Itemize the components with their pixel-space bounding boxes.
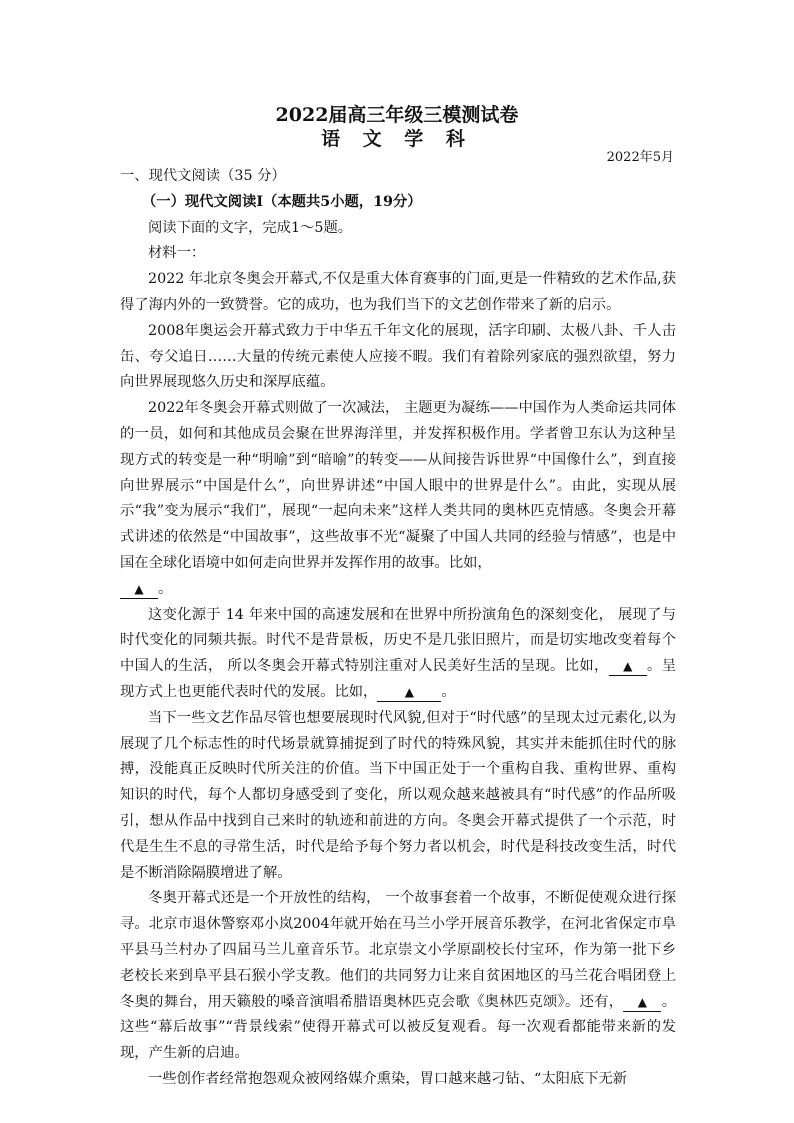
material-label: 材料一： xyxy=(148,245,206,262)
paragraph-6-text-a: 冬奥开幕式还是一个开放性的结构， 一个故事套着一个故事，不断促使观众进行探寻。北京市退休警察邓小岚2004年就开始在马兰小学开展音乐教学，在河北省保定市阜平县马兰村办了四届马兰儿童音乐节。北京崇文小学原副校长付宝环，作为第一批下乡老校长来到阜平县石猴小学支教。他们的共同努力让来自贫困地区的马兰花合唱团登上冬奥的舞台，用天籁般的嗓音演唱希腊语奥林匹克会歌《奥林匹克颂》。还有， xyxy=(120,890,676,1010)
paragraph-1: 2022 年北京冬奥会开幕式,不仅是重大体育赛事的门面,更是一件精致的艺术作品,获得了海内外的一致赞誉。它的成功，也为我们当下的文艺创作带来了新的启示。 xyxy=(120,271,676,313)
exam-title: 2022届高三年级三模测试卷 xyxy=(275,104,519,126)
paragraph-4 xyxy=(120,603,676,706)
paragraph-3-text: 2022年冬奥会开幕式则做了一次减法， 主题更为凝练——中国作为人类命运共同体的一员，如何和其他成员会聚在世界海洋里，并发挥积极作用。学者曾卫东认为这种呈现方式的转变是一种“明喻”到“暗喻”的转变——从间接告诉世界“中国像什么”，到直接向世界展示“中国是什么”，向世界讲述“中国人眼中的世界是什么”。由此，实现从展示“我”变为展示“我们”，展现“一起向未来”这样人类共同的奥林匹克情感。冬奥会开幕式讲述的依然是“中国故事”，这些故事不光“凝聚了中国人共同的经验与情感”，也是中国在全球化语境中如何走向世界并发挥作用的故事。比如， xyxy=(120,400,676,571)
blank-triangle-icon: ▲ xyxy=(134,581,144,596)
answer-blank xyxy=(377,683,441,702)
blank-triangle-icon: ▲ xyxy=(404,684,414,699)
blank-triangle-icon: ▲ xyxy=(623,659,633,674)
answer-blank xyxy=(623,993,661,1012)
subject-title: 语 文 学 科 xyxy=(321,128,473,150)
answer-blank xyxy=(609,657,647,676)
subsection-heading: （一）现代文阅读Ⅰ（本题共5小题，19分） xyxy=(142,193,422,210)
paragraph-3-end: 。 xyxy=(158,580,173,597)
paragraph-6-text-b: 。这些“幕后故事”“背景线索”使得开幕式可以被反复观看。每一次观看都能带来新的发现，产生新的启迪。 xyxy=(120,993,676,1062)
exam-date: 2022年5月 xyxy=(606,150,674,165)
paragraph-3 xyxy=(120,396,676,602)
blank-triangle-icon: ▲ xyxy=(637,994,648,1009)
paragraph-4-text-a: 这变化源于 14 年来中国的高速发展和在世界中所扮演角色的深刻变化， 展现了与时代变化的同频共振。时代不是背景板，历史不是几张旧照片，而是切实地改变着每个中国人的生活， 所以冬奥会开幕式特别注重对人民美好生活的呈现。比如， xyxy=(120,606,676,675)
paragraph-5: 当下一些文艺作品尽管也想要展现时代风貌,但对于“时代感”的呈现太过元素化,以为展现了几个标志性的时代场景就算捕捉到了时代的特殊风貌，其实并未能抓住时代的脉搏，没能真正反映时代所关注的价值。当下中国正处于一个重构自我、重构世界、重构知识的时代，每个人都切身感受到了变化，所以观众越来越被具有“时代感”的作品所吸引，想从作品中找到自己来时的轨迹和前进的方向。冬奥会开幕式提供了一个示范，时代是生生不息的寻常生活，时代是给予每个努力者以机会，时代是科技改变生活，时代是不断消除隔膜增进了解。 xyxy=(120,709,676,881)
paragraph-4-text-c: 。 xyxy=(441,683,456,700)
instruction: 阅读下面的文字，完成1～5题。 xyxy=(148,219,353,236)
paragraph-7: 一些创作者经常抱怨观众被网络媒介熏染，胃口越来越刁钻、“太阳底下无新 xyxy=(148,1070,628,1087)
exam-content xyxy=(120,164,676,1093)
answer-blank xyxy=(120,580,158,599)
paragraph-6 xyxy=(120,886,676,1067)
paragraph-2: 2008年奥运会开幕式致力于中华五千年文化的展现，活字印刷、太极八卦、千人击缶、夸父追日……大量的传统元素使人应接不暇。我们有着除列家底的强烈欲望，努力向世界展现悠久历史和深厚底蕴。 xyxy=(120,322,676,391)
section-heading: 一、现代文阅读（35 分） xyxy=(120,168,286,184)
paragraph-4-text-b: 。呈现方式上也更能代表时代的发展。比如， xyxy=(120,658,677,700)
